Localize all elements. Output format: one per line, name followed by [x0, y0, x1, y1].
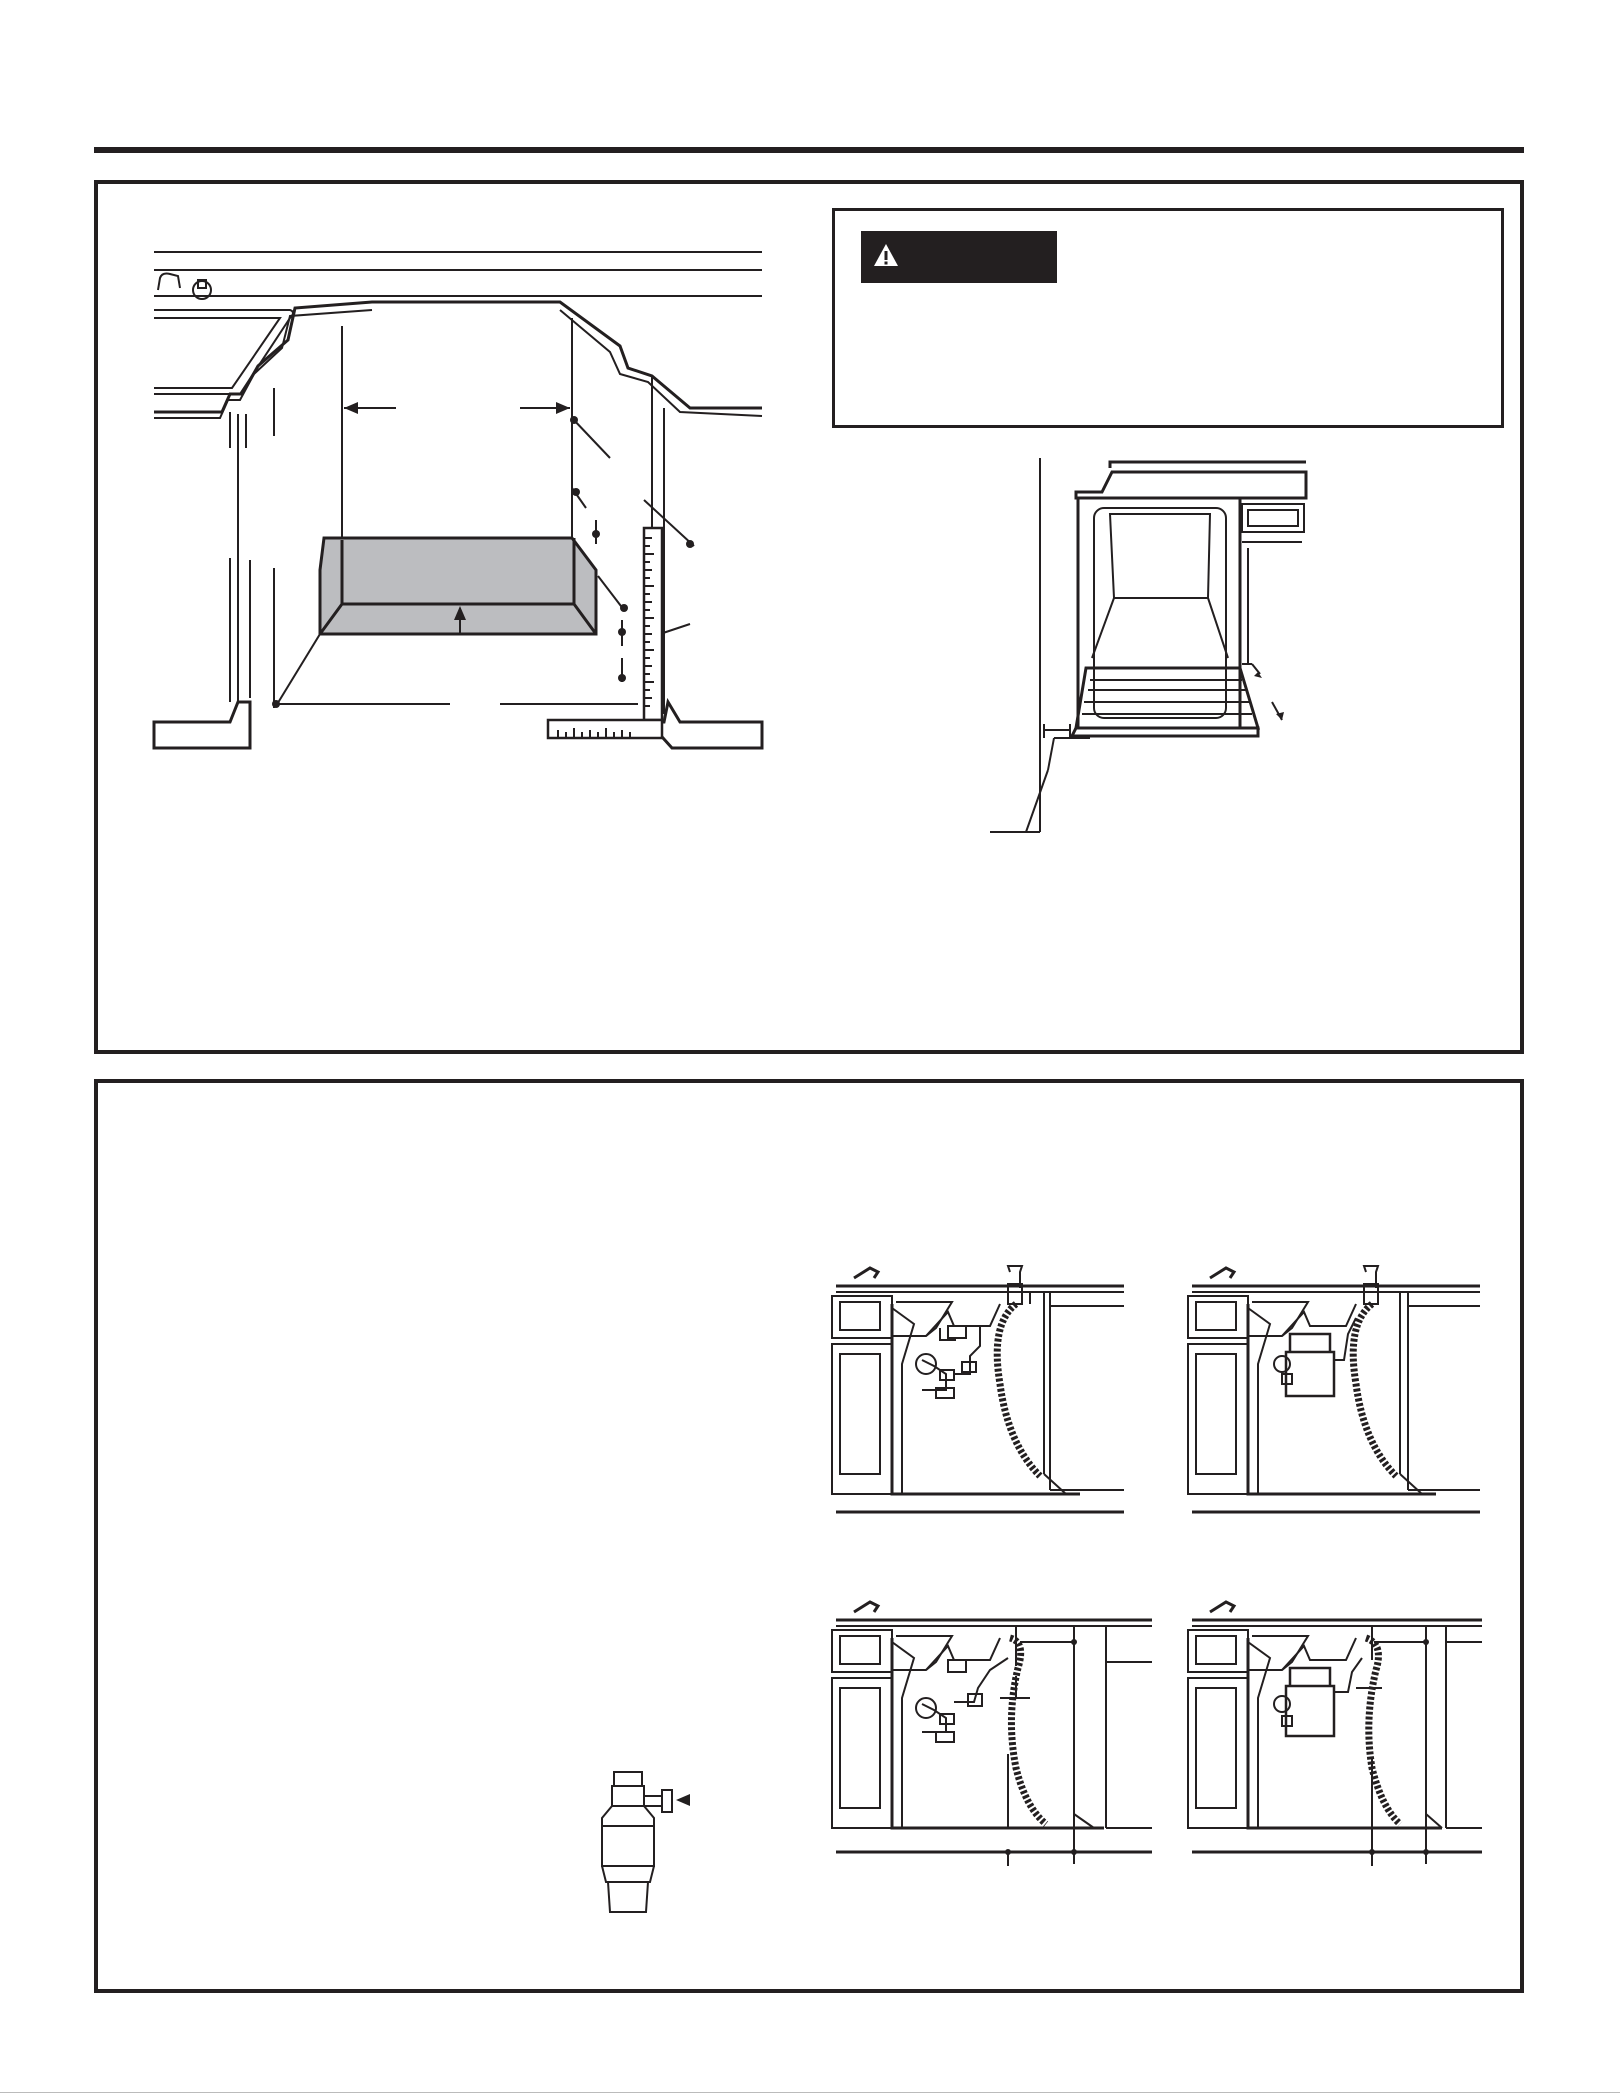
cabinet-opening-diagram — [150, 248, 766, 758]
drain-hose-sink-diagram — [830, 1264, 1130, 1518]
drain-loop-disposer-diagram — [1186, 1598, 1486, 1866]
warning-badge — [861, 231, 1057, 283]
warning-triangle-icon — [873, 243, 899, 267]
warning-box — [832, 208, 1504, 428]
drain-hose-disposer-diagram — [1186, 1264, 1486, 1518]
disposer-inlet-diagram — [590, 1770, 690, 1922]
dishwasher-door-clearance-diagram — [990, 458, 1310, 838]
drain-loop-sink-diagram — [830, 1598, 1156, 1866]
page-bottom-line — [0, 2092, 1620, 2093]
header-rule — [94, 147, 1524, 153]
